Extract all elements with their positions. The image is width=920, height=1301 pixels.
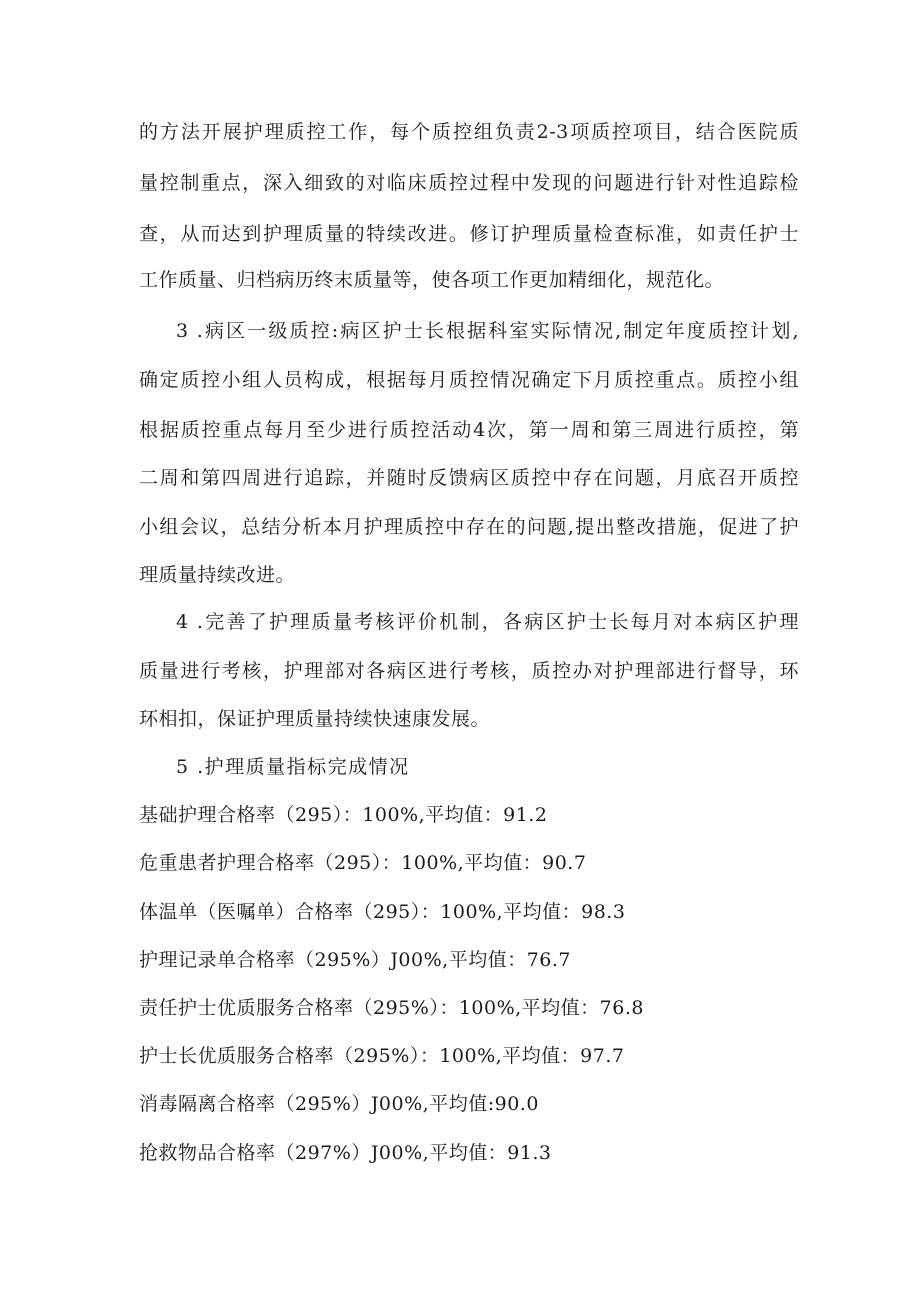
- paragraph-line: 3 .病区一级质控:病区护士长根据科室实际情况,制定年度质控计划,: [176, 320, 799, 342]
- section-heading: 5 .护理质量指标完成情况: [176, 756, 410, 778]
- paragraph-line: 环相扣，保证护理质量持续快速康发展。: [139, 708, 491, 730]
- paragraph-line: 理质量持续改进。: [139, 564, 296, 586]
- metric-temperature-chart: 体温单（医嘱单）合格率（295）：100%,平均值：98.3: [139, 901, 626, 923]
- paragraph-line: 查，从而达到护理质量的特续改进。修订护理质量检查标准，如责任护士: [139, 223, 799, 245]
- paragraph-line: 量控制重点，深入细致的对临床质控过程中发现的问题进行针对性追踪检: [139, 172, 799, 194]
- paragraph-line: 二周和第四周进行追踪，并随时反馈病区质控中存在问题，月底召开质控: [139, 467, 799, 489]
- metric-responsible-nurse-service: 责任护士优质服务合格率（295%）：100%,平均值：76.8: [139, 997, 644, 1019]
- metric-critical-patient-nursing: 危重患者护理合格率（295）：100%,平均值：90.7: [139, 852, 587, 874]
- paragraph-line: 根据质控重点每月至少进行质控活动4次，第一周和第三周进行质控，第: [139, 419, 799, 441]
- paragraph-line: 确定质控小组人员构成，根据每月质控情况确定下月质控重点。质控小组: [139, 369, 799, 391]
- paragraph-line: 的方法开展护理质控工作，每个质控组负责2-3项质控项目，结合医院质: [139, 121, 799, 143]
- paragraph-line: 质量进行考核，护理部对各病区进行考核，质控办对护理部进行督导，环: [139, 660, 799, 682]
- metric-head-nurse-service: 护士长优质服务合格率（295%）：100%,平均值：97.7: [139, 1045, 625, 1067]
- paragraph-line: 4 .完善了护理质量考核评价机制，各病区护士长每月对本病区护理: [176, 611, 799, 633]
- metric-disinfection-isolation: 消毒隔离合格率（295%）J00%,平均值:90.0: [139, 1093, 539, 1115]
- paragraph-line: 工作质量、归档病历终末质量等，使各项工作更加精细化，规范化。: [139, 269, 725, 291]
- paragraph-line: 小组会议，总结分析本月护理质控中存在的问题,提出整改措施，促进了护: [139, 516, 799, 538]
- metric-basic-nursing: 基础护理合格率（295）：100%,平均值：91.2: [139, 804, 548, 826]
- metric-rescue-supplies: 抢救物品合格率（297%）J00%,平均值：91.3: [139, 1142, 552, 1164]
- metric-nursing-record: 护理记录单合格率（295%）J00%,平均值：76.7: [139, 949, 572, 971]
